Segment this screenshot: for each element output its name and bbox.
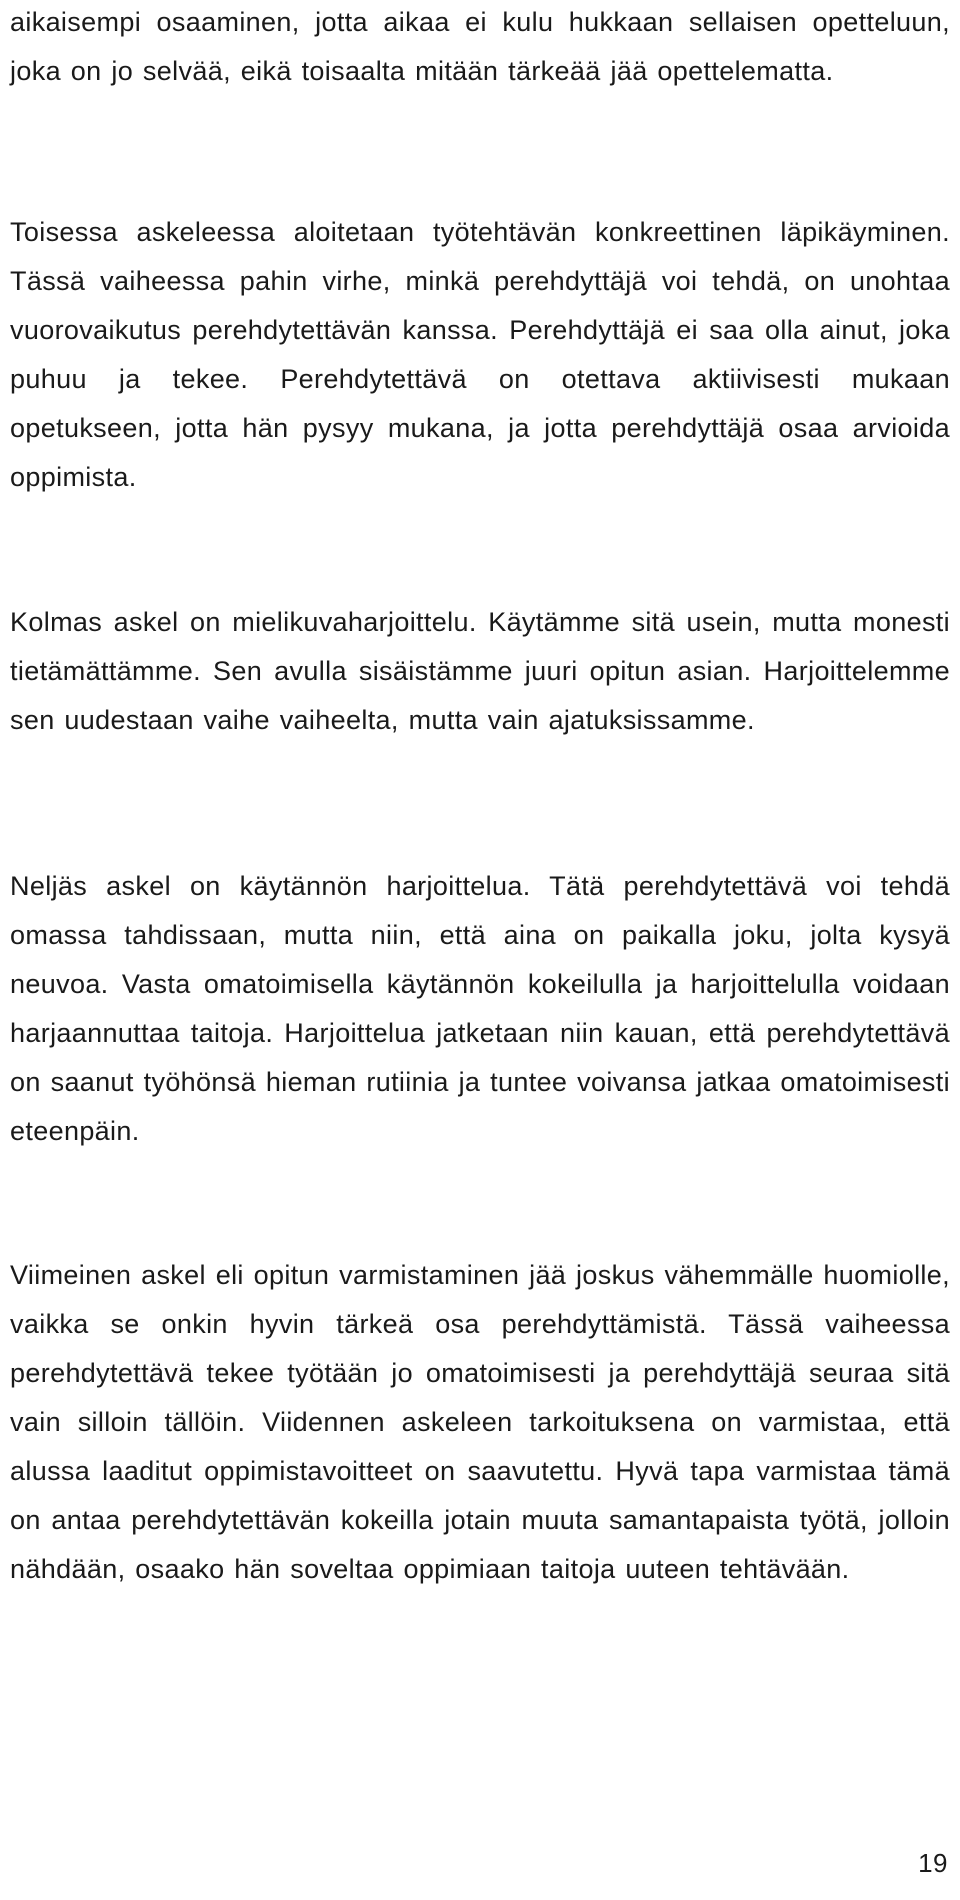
paragraph-2: Toisessa askeleessa aloitetaan työtehtävän konkreettinen läpikäyminen. Tässä vaiheessa pahin virhe, minkä perehdyttäjä voi tehdä, on unohtaa vuorovaikutus perehdytettävän kanssa. Perehdyttäjä ei saa olla ainut, joka puhuu ja tekee. Perehdytettävä on otettava aktiivisesti mukaan opetukseen, jotta hän pysyy mukana, ja jotta perehdyttäjä osaa arvioida oppimista. [10,217,950,492]
paragraph-1: aikaisempi osaaminen, jotta aikaa ei kulu hukkaan sellaisen opetteluun, joka on jo selvää, eikä toisaalta mitään tärkeää jää opettelematta. [10,7,950,86]
paragraph-5: Viimeinen askel eli opitun varmistaminen jää joskus vähemmälle huomiolle, vaikka se onkin hyvin tärkeä osa perehdyttämistä. Tässä vaiheessa perehdytettävä tekee työtään jo omatoimisesti ja perehdyttäjä seuraa sitä vain silloin tällöin. Viidennen askeleen tarkoituksena on varmistaa, että alussa laaditut oppimistavoitteet on saavutettu. Hyvä tapa varmistaa tämä on antaa perehdytettävän kokeilla jotain muuta samantapaista työtä, jolloin nähdään, osaako hän soveltaa oppimiaan taitoja uuteen tehtävään. [10,1260,950,1584]
paragraph-3: Kolmas askel on mielikuvaharjoittelu. Käytämme sitä usein, mutta monesti tietämättämme. Sen avulla sisäistämme juuri opitun asian. Harjoittelemme sen uudestaan vaihe vaiheelta, mutta vain ajatuksissamme. [10,607,950,735]
page-number: 19 [918,1848,948,1878]
paragraph-4: Neljäs askel on käytännön harjoittelua. Tätä perehdytettävä voi tehdä omassa tahdissaan, mutta niin, että aina on paikalla joku, jolta kysyä neuvoa. Vasta omatoimisella käytännön kokeilulla ja harjoittelulla voidaan harjaannuttaa taitoja. Harjoittelua jatketaan niin kauan, että perehdytettävä on saanut työhönsä hieman rutiinia ja tuntee voivansa jatkaa omatoimisesti eteenpäin. [10,871,950,1146]
